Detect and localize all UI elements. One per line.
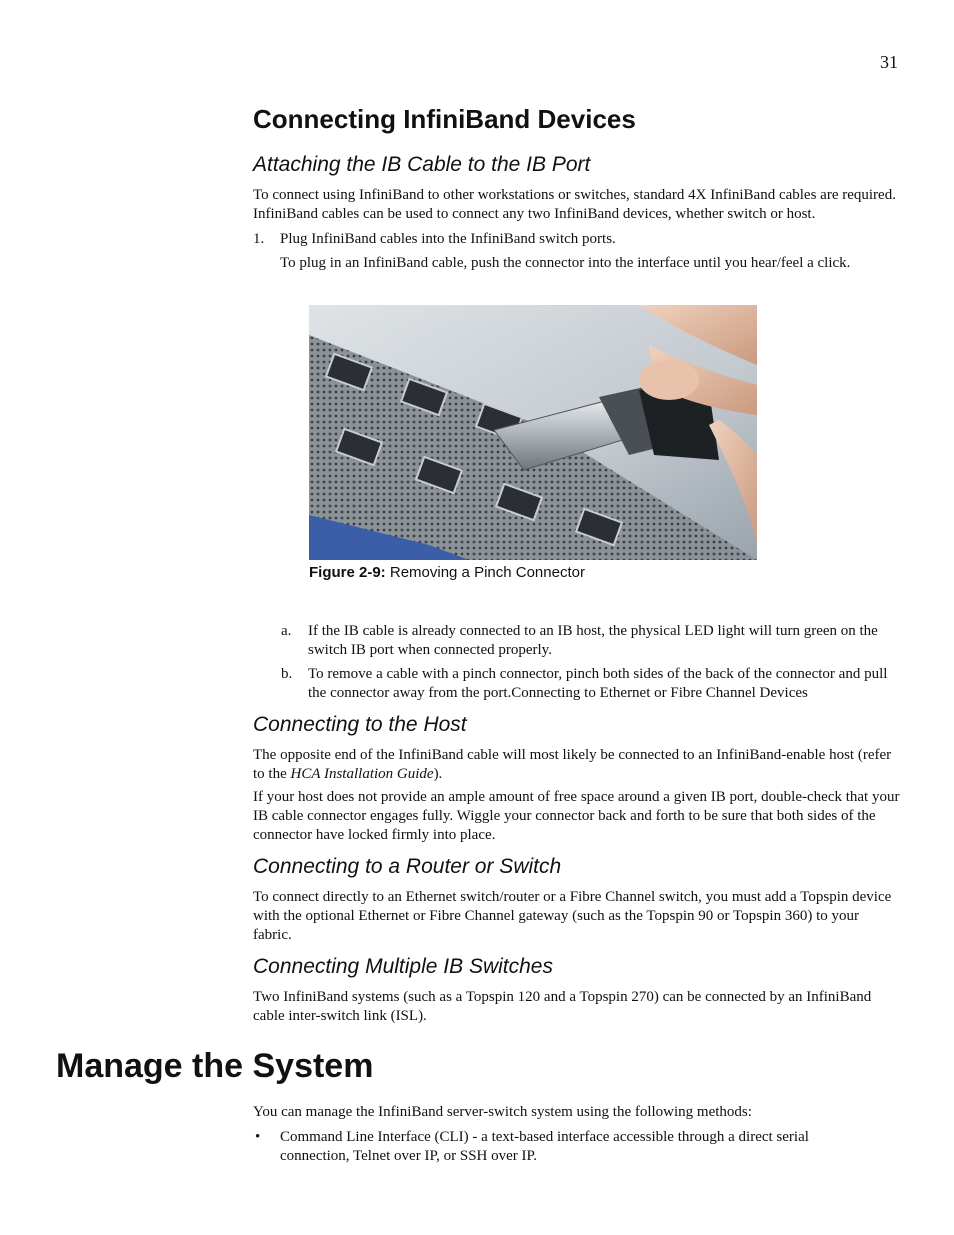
figure-photo-pinch-connector — [309, 305, 757, 560]
hca-guide-reference: HCA Installation Guide — [290, 766, 434, 782]
section-heading-connecting-infiniband: Connecting InfiniBand Devices — [253, 104, 636, 134]
paragraph-host-connection — [253, 746, 901, 784]
step-1-text: Plug InfiniBand cables into the InfiniBand switch ports. — [280, 231, 616, 247]
substep-b-text: To remove a cable with a pinch connector, pinch both sides of the back of the connector and pull the connector away from the port.Connecting to Ethernet or Fibre Channel Devices — [308, 666, 888, 701]
host-para-end: ). — [433, 766, 443, 782]
figure-label: Figure 2-9: — [309, 564, 386, 581]
substep-b-marker: b. — [281, 666, 293, 682]
subheading-multiple-switches: Connecting Multiple IB Switches — [253, 955, 553, 978]
subheading-connecting-host: Connecting to the Host — [253, 713, 467, 736]
paragraph-multiple-switches: Two InfiniBand systems (such as a Topspin 120 and a Topspin 270) can be connected by an InfiniBand cable inter-switch link (ISL). — [253, 989, 872, 1024]
figure-caption-text: Removing a Pinch Connector — [389, 564, 585, 581]
substep-a-marker: a. — [281, 623, 292, 639]
bullet-cli: Command Line Interface (CLI) - a text-based interface accessible through a direct serial connection, Telnet over IP, or SSH over IP. — [280, 1129, 809, 1164]
step-1-detail: To plug in an InfiniBand cable, push the connector into the interface until you hear/feel a click. — [280, 255, 851, 271]
figure-caption — [309, 564, 585, 581]
section-heading-manage-system: Manage the System — [56, 1047, 374, 1085]
paragraph-host-space: If your host does not provide an ample amount of free space around a given IB port, double-check that your IB cable connector engages fully. Wiggle your connector back and forth to be sure that both sides of the connector have locked firmly into place. — [253, 789, 900, 843]
paragraph-router-switch: To connect directly to an Ethernet switch/router or a Fibre Channel switch, you must add a Topspin device with the optional Ethernet or Fibre Channel gateway (such as the Topspin 90 or Topspin 360) to your fabric. — [253, 889, 892, 943]
paragraph-manage-methods: You can manage the InfiniBand server-switch system using the following methods: — [253, 1104, 752, 1120]
paragraph-cable-requirements: To connect using InfiniBand to other workstations or switches, standard 4X InfiniBand cables are required. InfiniBand cables can be used to connect any two InfiniBand devices, whether switch or host. — [253, 187, 896, 222]
step-1-marker: 1. — [253, 231, 265, 247]
subheading-router-switch: Connecting to a Router or Switch — [253, 855, 562, 878]
host-para-text: The opposite end of the InfiniBand cable will most likely be connected to an InfiniBand-enable host (refer to the — [253, 747, 892, 782]
subheading-attaching-cable: Attaching the IB Cable to the IB Port — [253, 153, 591, 176]
substep-a-text: If the IB cable is already connected to an IB host, the physical LED light will turn green on the switch IB port when connected properly. — [308, 623, 878, 658]
page-number: 31 — [880, 52, 898, 72]
bullet-marker: • — [255, 1129, 261, 1145]
